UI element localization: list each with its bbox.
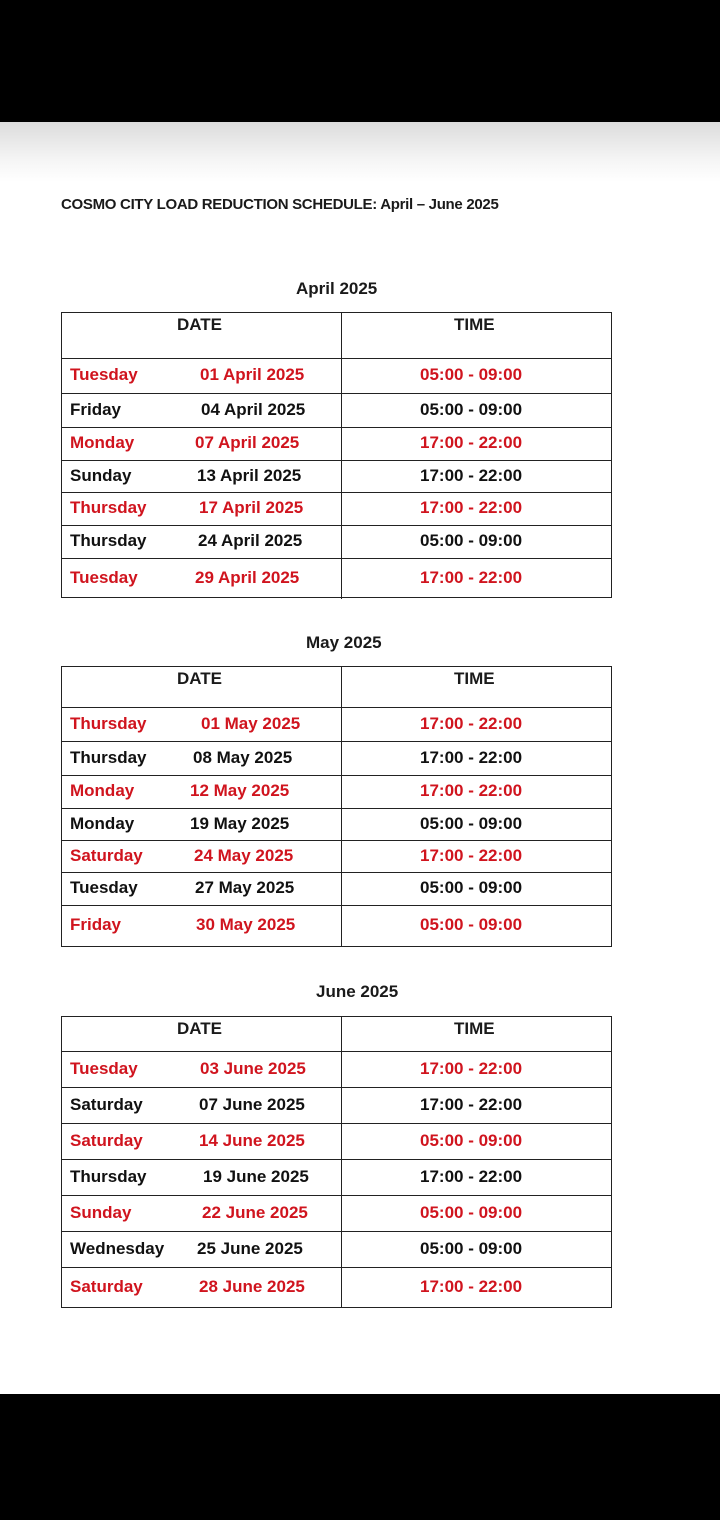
- table-row: [62, 776, 611, 809]
- weekday: Tuesday: [70, 878, 138, 897]
- weekday: Saturday: [70, 1094, 143, 1114]
- date-cell: [62, 809, 342, 840]
- date-value: 24 May 2025: [194, 845, 294, 865]
- weekday: Monday: [70, 813, 135, 833]
- date-column-header: DATE: [62, 313, 342, 358]
- weekday: Monday: [70, 781, 135, 800]
- table-row: [62, 809, 611, 841]
- time-slot: 17:00 - 22:00: [420, 433, 523, 452]
- time-slot: 17:00 - 22:00: [420, 1277, 523, 1296]
- time-slot: 05:00 - 09:00: [420, 1130, 523, 1150]
- date-value: 14 June 2025: [199, 1130, 305, 1150]
- table-row: [62, 1160, 611, 1196]
- date-cell: [62, 1088, 342, 1123]
- table-header: [62, 667, 611, 708]
- table-row: [62, 359, 611, 394]
- time-slot: 05:00 - 09:00: [420, 399, 523, 419]
- month-heading-june: June 2025: [316, 982, 399, 1001]
- date-value: 04 April 2025: [201, 399, 306, 419]
- time-slot: 17:00 - 22:00: [420, 465, 523, 485]
- date-cell: [62, 559, 342, 599]
- time-slot: 05:00 - 09:00: [420, 365, 523, 384]
- weekday: Thursday: [70, 498, 147, 517]
- weekday: Monday: [70, 433, 135, 452]
- date-value: 13 April 2025: [197, 465, 302, 485]
- weekday: Saturday: [70, 1130, 143, 1150]
- date-cell: [62, 1160, 342, 1195]
- table-row: [62, 1124, 611, 1160]
- bottom-black-bar: [0, 1394, 720, 1520]
- time-cell: [342, 493, 611, 525]
- month-heading-may: May 2025: [306, 633, 382, 652]
- top-black-bar: [0, 0, 720, 122]
- time-slot: 05:00 - 09:00: [420, 531, 523, 550]
- time-cell: [342, 559, 611, 599]
- date-value: 29 April 2025: [195, 568, 300, 587]
- date-value: 28 June 2025: [199, 1277, 305, 1296]
- time-cell: [342, 1268, 611, 1308]
- table-row: [62, 1196, 611, 1232]
- date-cell: [62, 742, 342, 775]
- table-row: [62, 841, 611, 873]
- date-cell: [62, 906, 342, 946]
- date-cell: [62, 428, 342, 460]
- date-cell: [62, 461, 342, 492]
- time-slot: 17:00 - 22:00: [420, 845, 523, 865]
- table-row: [62, 1052, 611, 1088]
- time-cell: [342, 461, 611, 492]
- time-cell: [342, 873, 611, 905]
- time-slot: 05:00 - 09:00: [420, 878, 523, 897]
- time-cell: [342, 776, 611, 808]
- date-cell: [62, 1232, 342, 1267]
- table-row: [62, 1088, 611, 1124]
- weekday: Friday: [70, 915, 122, 934]
- date-value: 01 May 2025: [201, 713, 301, 733]
- time-cell: [342, 1052, 611, 1087]
- schedule-table-may: [61, 666, 612, 947]
- schedule-table-june: [61, 1016, 612, 1308]
- weekday: Tuesday: [70, 568, 138, 587]
- date-value: 12 May 2025: [190, 781, 290, 800]
- weekday: Friday: [70, 399, 122, 419]
- date-value: 17 April 2025: [199, 498, 304, 517]
- time-cell: [342, 1196, 611, 1231]
- date-cell: [62, 394, 342, 427]
- document-page: [0, 122, 720, 1394]
- weekday: Thursday: [70, 747, 147, 767]
- date-cell: [62, 1052, 342, 1087]
- date-value: 07 June 2025: [199, 1094, 305, 1114]
- table-row: [62, 493, 611, 526]
- table-row: [62, 461, 611, 493]
- date-cell: [62, 1196, 342, 1231]
- time-cell: [342, 359, 611, 393]
- month-heading-april: April 2025: [296, 279, 378, 298]
- schedule-table-april: [61, 312, 612, 598]
- time-slot: 05:00 - 09:00: [420, 1238, 523, 1258]
- time-slot: 17:00 - 22:00: [420, 747, 523, 767]
- date-cell: [62, 776, 342, 808]
- time-cell: [342, 906, 611, 946]
- table-row: [62, 1232, 611, 1268]
- date-cell: [62, 526, 342, 558]
- time-cell: [342, 428, 611, 460]
- date-value: 27 May 2025: [195, 878, 295, 897]
- table-row: [62, 906, 611, 946]
- weekday: Saturday: [70, 1277, 143, 1296]
- table-row: [62, 428, 611, 461]
- date-column-header: DATE: [62, 1017, 342, 1051]
- weekday: Sunday: [70, 1202, 132, 1222]
- table-row: [62, 1268, 611, 1308]
- time-cell: [342, 708, 611, 741]
- time-slot: 17:00 - 22:00: [420, 498, 523, 517]
- time-cell: [342, 394, 611, 427]
- time-slot: 05:00 - 09:00: [420, 915, 523, 934]
- time-slot: 05:00 - 09:00: [420, 813, 523, 833]
- time-cell: [342, 809, 611, 840]
- date-cell: [62, 1268, 342, 1308]
- date-cell: [62, 873, 342, 905]
- weekday: Thursday: [70, 1166, 147, 1186]
- date-value: 07 April 2025: [195, 433, 300, 452]
- table-row: [62, 526, 611, 559]
- weekday: Saturday: [70, 845, 143, 865]
- table-row: [62, 742, 611, 776]
- weekday: Tuesday: [70, 365, 138, 384]
- table-row: [62, 873, 611, 906]
- table-header: [62, 1017, 611, 1052]
- date-column-header: DATE: [62, 667, 342, 707]
- date-value: 22 June 2025: [202, 1202, 308, 1222]
- weekday: Wednesday: [70, 1238, 165, 1258]
- date-value: 03 June 2025: [200, 1058, 306, 1078]
- date-value: 25 June 2025: [197, 1238, 303, 1258]
- weekday: Thursday: [70, 531, 147, 550]
- date-value: 19 June 2025: [203, 1166, 309, 1186]
- date-value: 19 May 2025: [190, 813, 290, 833]
- table-row: [62, 559, 611, 599]
- date-value: 24 April 2025: [198, 531, 303, 550]
- time-slot: 17:00 - 22:00: [420, 1094, 523, 1114]
- weekday: Thursday: [70, 713, 147, 733]
- table-header: [62, 313, 611, 359]
- time-cell: [342, 742, 611, 775]
- date-value: 08 May 2025: [193, 747, 293, 767]
- weekday: Tuesday: [70, 1058, 138, 1078]
- time-cell: [342, 1088, 611, 1123]
- page-top-shadow: [0, 122, 720, 182]
- time-cell: [342, 526, 611, 558]
- time-slot: 17:00 - 22:00: [420, 568, 523, 587]
- date-cell: [62, 708, 342, 741]
- time-column-header: TIME: [454, 315, 495, 334]
- time-cell: [342, 1160, 611, 1195]
- date-cell: [62, 359, 342, 393]
- date-value: 01 April 2025: [200, 365, 305, 384]
- time-slot: 05:00 - 09:00: [420, 1202, 523, 1222]
- date-cell: [62, 841, 342, 872]
- date-value: 30 May 2025: [196, 915, 296, 934]
- time-column-header: TIME: [454, 669, 495, 688]
- date-cell: [62, 1124, 342, 1159]
- time-slot: 17:00 - 22:00: [420, 1166, 523, 1186]
- weekday: Sunday: [70, 465, 132, 485]
- time-slot: 17:00 - 22:00: [420, 1058, 523, 1078]
- time-cell: [342, 1232, 611, 1267]
- table-row: [62, 394, 611, 428]
- time-slot: 17:00 - 22:00: [420, 781, 523, 800]
- time-slot: 17:00 - 22:00: [420, 713, 523, 733]
- date-cell: [62, 493, 342, 525]
- time-cell: [342, 841, 611, 872]
- table-row: [62, 708, 611, 742]
- time-column-header: TIME: [454, 1019, 495, 1038]
- document-title: COSMO CITY LOAD REDUCTION SCHEDULE: April – June 2025: [61, 196, 499, 213]
- time-cell: [342, 1124, 611, 1159]
